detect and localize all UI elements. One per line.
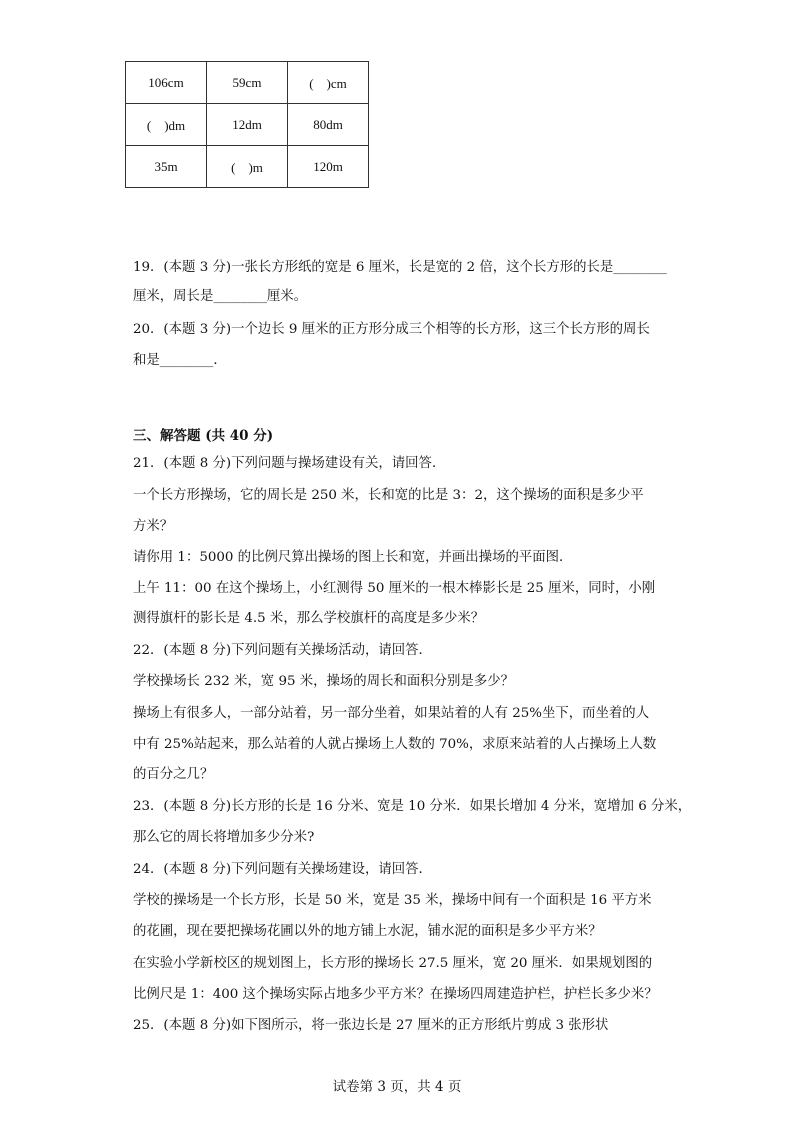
question-23-line-1: 23．(本题 8 分)长方形的长是 16 分米、宽是 10 分米．如果长增加 4 分米，宽增加 6 分米， — [133, 799, 692, 814]
table-cell: 120m — [288, 146, 369, 188]
table-cell: 12dm — [207, 104, 288, 146]
table-row — [126, 104, 369, 146]
question-21-line-4: 请你用 1：5000 的比例尺算出操场的图上长和宽，并画出操场的平面图． — [133, 550, 573, 565]
question-19-line-2: 厘米，周长是________厘米。 — [133, 289, 308, 304]
table-row — [126, 62, 369, 104]
table-cell-blank[interactable]: ( )cm — [288, 62, 369, 104]
question-22-line-3: 操场上有很多人，一部分站着，另一部分坐着，如果站着的人有 25%坐下，而坐着的人 — [133, 706, 650, 721]
question-22-line-1: 22．(本题 8 分)下列问题有关操场活动，请回答． — [133, 643, 432, 658]
table-cell-blank[interactable]: ( )dm — [126, 104, 207, 146]
question-24-line-5: 比例尺是 1：400 这个操场实际占地多少平方米？在操场四周建造护栏，护栏长多少米？ — [133, 987, 658, 1002]
question-20-line-2: 和是________． — [133, 353, 227, 368]
section-heading: 三、解答题 (共 40 分) — [133, 428, 274, 444]
question-22-line-2: 学校操场长 232 米，宽 95 米，操场的周长和面积分别是多少？ — [133, 674, 514, 689]
table-cell: 80dm — [288, 104, 369, 146]
question-24-line-2: 学校的操场是一个长方形，长是 50 米，宽是 35 米，操场中间有一个面积是 16 平方米 — [133, 893, 652, 908]
table-row — [126, 146, 369, 188]
table-cell-blank[interactable]: ( )m — [207, 146, 288, 188]
question-21-line-3: 方米？ — [133, 519, 174, 534]
question-20-line-1: 20．(本题 3 分)一个边长 9 厘米的正方形分成三个相等的长方形，这三个长方形的周长 — [133, 322, 650, 337]
question-22-line-4: 中有 25%站起来，那么站着的人就占操场上人数的 70%，求原来站着的人占操场上人数 — [133, 737, 657, 752]
table-cell: 106cm — [126, 62, 207, 104]
question-23-line-2: 那么它的周长将增加多少分米? — [133, 830, 315, 845]
table-cell: 35m — [126, 146, 207, 188]
question-25-line-1: 25．(本题 8 分)如下图所示，将一张边长是 27 厘米的正方形纸片剪成 3 张形状 — [133, 1018, 609, 1033]
question-22-line-5: 的百分之几？ — [133, 767, 214, 782]
question-21-line-2: 一个长方形操场，它的周长是 250 米，长和宽的比是 3：2，这个操场的面积是多少平 — [133, 488, 644, 503]
question-24-line-1: 24．(本题 8 分)下列问题有关操场建设，请回答． — [133, 862, 432, 877]
page-footer: 试卷第 3 页，共 4 页 — [332, 1079, 462, 1095]
question-19-line-1: 19．(本题 3 分)一张长方形纸的宽是 6 厘米，长是宽的 2 倍，这个长方形的长是________ — [133, 260, 667, 275]
question-21-line-1: 21．(本题 8 分)下列问题与操场建设有关，请回答． — [133, 456, 446, 471]
question-21-line-6: 测得旗杆的影长是 4.5 米，那么学校旗杆的高度是多少米？ — [133, 611, 485, 626]
question-24-line-4: 在实验小学新校区的规划图上，长方形的操场长 27.5 厘米，宽 20 厘米．如果规划图的 — [133, 956, 653, 971]
table-cell: 59cm — [207, 62, 288, 104]
question-21-line-5: 上午 11：00 在这个操场上，小红测得 50 厘米的一根木棒影长是 25 厘米，同时，小刚 — [133, 581, 656, 596]
unit-conversion-table — [125, 61, 369, 188]
question-24-line-3: 的花圃，现在要把操场花圃以外的地方铺上水泥，铺水泥的面积是多少平方米？ — [133, 924, 602, 939]
